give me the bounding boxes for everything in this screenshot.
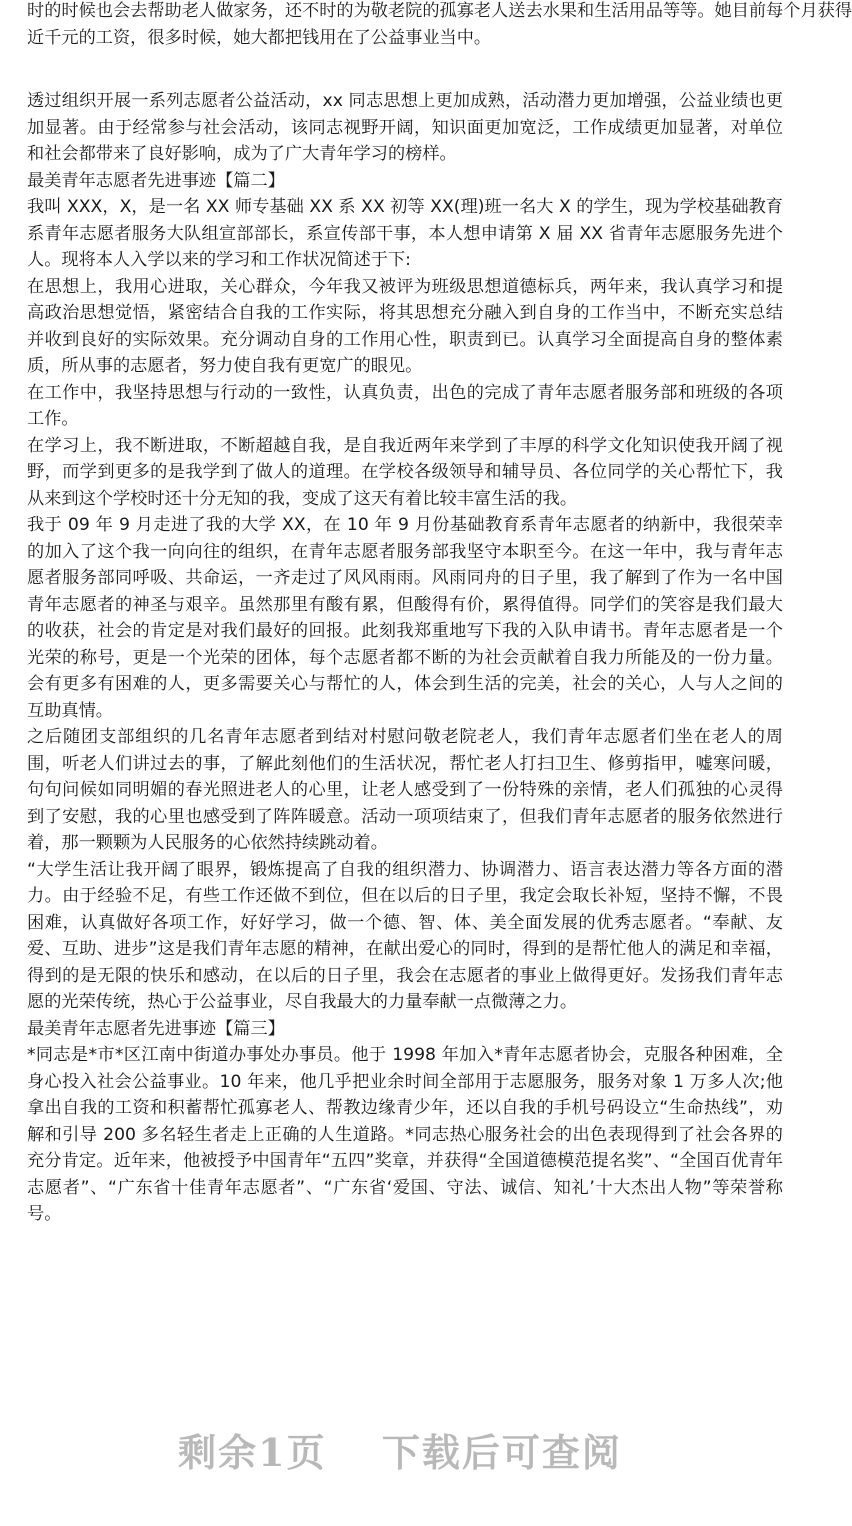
section2-paragraph-7: “大学生活让我开阔了眼界，锻炼提高了自我的组织潜力、协调潜力、语言表达潜力等各方面的潜力。由于经验不足，有些工作还做不到位，但在以后的日子里，我定会取长补短，坚持不懈，不畏困难，认真做好各项工作，好好学习，做一个德、智、体、美全面发展的优秀志愿者。“奉献、友爱、互助、进步”这是我们青年志愿的精神，在献出爱心的同时，得到的是帮忙他人的满足和幸福，得到的是无限的快乐和感动，在以后的日子里，我会在志愿者的事业上做得更好。发扬我们青年志愿的光荣传统，热心于公益事业，尽自我最大的力量奉献一点微薄之力。 [27,859,783,1012]
section3-heading: 最美青年志愿者先进事迹【篇三】 [27,1018,285,1039]
section2-paragraph-1: 我叫 XXX，X，是一名 XX 师专基础 XX 系 XX 初等 XX(理)班一名大 X 的学生，现为学校基础教育系青年志愿者服务大队组宣部部长，系宣传部干事，本人想申请第 X 届 XX 省青年志愿服务先进个人。现将本人入学以来的学习和工作状况简述于下: [27,197,783,270]
section2-paragraph-5: 我于 09 年 9 月走进了我的大学 XX，在 10 年 9 月份基础教育系青年志愿者的纳新中，我很荣幸的加入了这个我一向向往的组织，在青年志愿者服务部我坚守本职至今。在这一年中，我与青年志愿者服务部同呼吸、共命运，一齐走过了风风雨雨。风雨同舟的日子里，我了解到了作为一名中国青年志愿者的神圣与艰辛。虽然那里有酸有累，但酸得有价，累得值得。同学们的笑容是我们最大的收获，社会的肯定是对我们最好的回报。此刻我郑重地写下我的入队申请书。青年志愿者是一个光荣的称号，更是一个光荣的团体，每个志愿者都不断的为社会贡献着自我力所能及的一份力量。会有更多有困难的人，更多需要关心与帮忙的人，体会到生活的完美，社会的关心，人与人之间的互助真情。 [27,515,783,721]
section1-paragraph-1: 透过组织开展一系列志愿者公益活动，xx 同志思想上更加成熟，活动潜力更加增强，公益业绩也更加显著。由于经常参与社会活动，该同志视野开阔，知识面更加宽泛，工作成绩更加显著，对单位和社会都带来了良好影响，成为了广大青年学习的榜样。 [27,91,783,164]
fragment-line-1: 时的时候也会去帮助老人做家务，还不时的为敬老院的孤寡老人送去水果和生活用品等等。她目前每个月获得 [27,1,852,21]
section2-paragraph-6: 之后随团支部组织的几名青年志愿者到结对村慰问敬老院老人，我们青年志愿者们坐在老人的周围，听老人们讲过去的事，了解此刻他们的生活状况，帮忙老人打扫卫生、修剪指甲，嘘寒问暖，句句问候如同明媚的春光照进老人的心里，让老人感受到了一份特殊的亲情，老人们孤独的心灵得到了安慰，我的心里也感受到了阵阵暖意。活动一项项结束了，但我们青年志愿者的服务依然进行着，那一颗颗为人民服务的心依然持续跳动着。 [27,727,783,853]
section2-paragraph-3: 在工作中，我坚持思想与行动的一致性，认真负责，出色的完成了青年志愿者服务部和班级的各项工作。 [27,382,783,429]
section2-heading: 最美青年志愿者先进事迹【篇二】 [27,170,285,191]
document-body [27,88,783,1228]
section2-paragraph-4: 在学习上，我不断进取，不断超越自我，是自我近两年来学到了丰厚的科学文化知识使我开阔了视野，而学到更多的是我学到了做人的道理。在学校各级领导和辅导员、各位同学的关心帮忙下，我从来到这个学校时还十分无知的我，变成了这天有着比较丰富生活的我。 [27,435,783,509]
fragment-line-2: 近千元的工资，很多时候，她大都把钱用在了公益事业当中。 [27,27,492,48]
section3-paragraph-1: *同志是*市*区江南中街道办事处办事员。他于 1998 年加入*青年志愿者协会，克服各种困难，全身心投入社会公益事业。10 年来，他几乎把业余时间全部用于志愿服务，服务对象 1 万多人次;他拿出自我的工资和积蓄帮忙孤寡老人、帮教边缘青少年，还以自我的手机号码设立“生命热线”，劝解和引导 200 多名轻生者走上正确的人生道路。*同志热心服务社会的出色表现得到了社会各界的充分肯定。近年来，他被授予中国青年“五四”奖章，并获得“全国道德模范提名奖”、“全国百优青年志愿者”、“广东省十佳青年志愿者”、“广东省‘爱国、守法、诚信、知礼’十大杰出人物”等荣誉称号。 [27,1045,783,1224]
download-to-view-label: 下载后可查阅 [381,1430,622,1475]
section2-paragraph-2: 在思想上，我用心进取，关心群众，今年我又被评为班级思想道德标兵，两年来，我认真学习和提高政治思想觉悟，紧密结合自我的工作实际，将其思想充分融入到自身的工作当中，不断充实总结并收到良好的实际效果。充分调动自身的工作用心性，职责到已。认真学习全面提高自身的整体素质，所从事的志愿者，努力使自我有更宽广的眼见。 [27,276,783,376]
download-prompt-banner[interactable] [0,1422,800,1477]
previous-page-fragment [27,1,852,51]
remaining-pages-label: 剩余1页 [178,1430,327,1475]
